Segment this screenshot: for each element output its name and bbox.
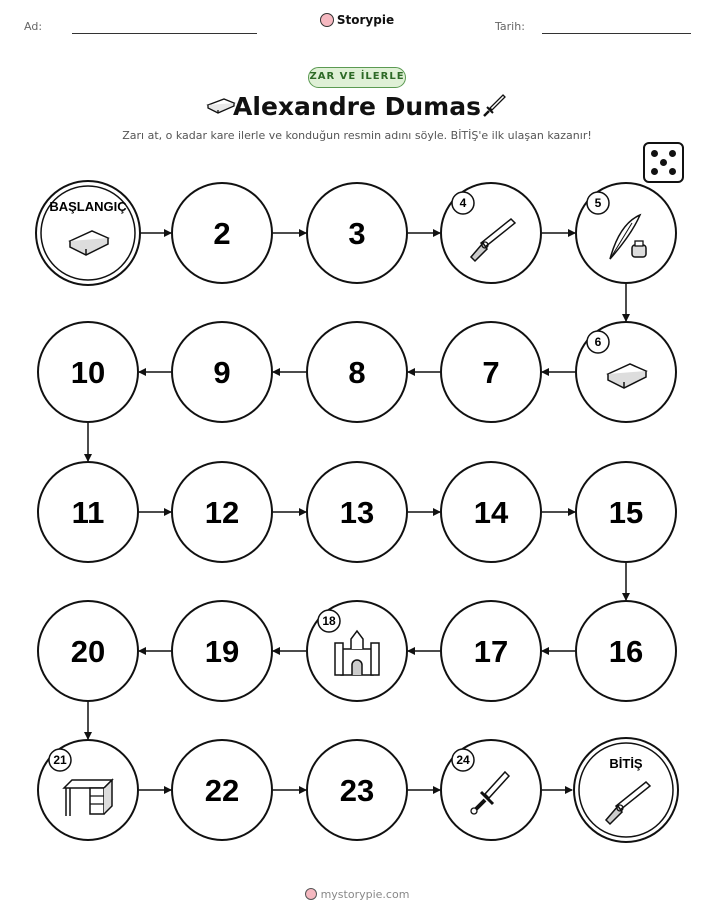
footer-url: mystorypie.com [320, 888, 410, 901]
cell-label: BAŞLANGIÇ [49, 199, 127, 214]
cell-number: 23 [339, 773, 375, 808]
cell-number: 3 [348, 216, 366, 251]
board-cell-18 [307, 601, 407, 701]
page-title: Alexandre Dumas [233, 92, 481, 121]
start-cell [36, 181, 140, 285]
board-cell-5 [576, 183, 676, 283]
board-cell-8 [307, 322, 407, 422]
board-cell-17 [441, 601, 541, 701]
cell-number-badge: 6 [594, 335, 602, 349]
board-cell-7 [441, 322, 541, 422]
cell-number: 19 [204, 634, 240, 669]
board-cell-15 [576, 462, 676, 562]
cell-number: 15 [608, 495, 644, 530]
board-cell-12 [172, 462, 272, 562]
cell-number: 16 [608, 634, 644, 669]
cell-number-badge: 18 [322, 614, 336, 628]
instructions: Zarı at, o kadar kare ilerle ve konduğun resmin adını söyle. BİTİŞ'e ilk ulaşan kazanır! [122, 129, 592, 142]
board-cell-24 [441, 740, 541, 840]
cell-number: 11 [71, 495, 105, 530]
board-cell-22 [172, 740, 272, 840]
board-cell-23 [307, 740, 407, 840]
date-label: Tarih: [495, 20, 525, 33]
board-cell-20 [38, 601, 138, 701]
board-cell-9 [172, 322, 272, 422]
board-cell-16 [576, 601, 676, 701]
board-cell-21 [38, 740, 138, 840]
cell-number: 14 [473, 495, 509, 530]
board-cell-3 [307, 183, 407, 283]
cell-number-badge: 24 [456, 753, 470, 767]
brand-name: Storypie [336, 13, 395, 27]
game-type-badge: ZAR VE İLERLE [308, 67, 406, 88]
cell-number-badge: 5 [594, 196, 602, 210]
footer [0, 888, 714, 901]
board-cell-13 [307, 462, 407, 562]
board-cell-14 [441, 462, 541, 562]
cell-number: 9 [213, 355, 231, 390]
cell-number: 12 [204, 495, 240, 530]
board-cell-10 [38, 322, 138, 422]
cell-number: 17 [473, 634, 509, 669]
board-cell-4 [441, 183, 541, 283]
board-cell-2 [172, 183, 272, 283]
cell-number-badge: 4 [459, 196, 467, 210]
cell-number-badge: 21 [53, 753, 67, 767]
pig-icon [305, 888, 317, 900]
cell-number: 13 [339, 495, 375, 530]
board-cell-19 [172, 601, 272, 701]
name-label: Ad: [24, 20, 43, 33]
finish-cell [574, 738, 678, 842]
cell-label: BİTİŞ [609, 756, 643, 771]
board-cell-11 [38, 462, 138, 562]
cell-number: 20 [70, 634, 106, 669]
cell-number: 10 [70, 355, 106, 390]
cell-number: 22 [204, 773, 240, 808]
board-cell-6 [576, 322, 676, 422]
cell-number: 2 [213, 216, 231, 251]
cell-number: 8 [348, 355, 366, 390]
cell-number: 7 [482, 355, 500, 390]
